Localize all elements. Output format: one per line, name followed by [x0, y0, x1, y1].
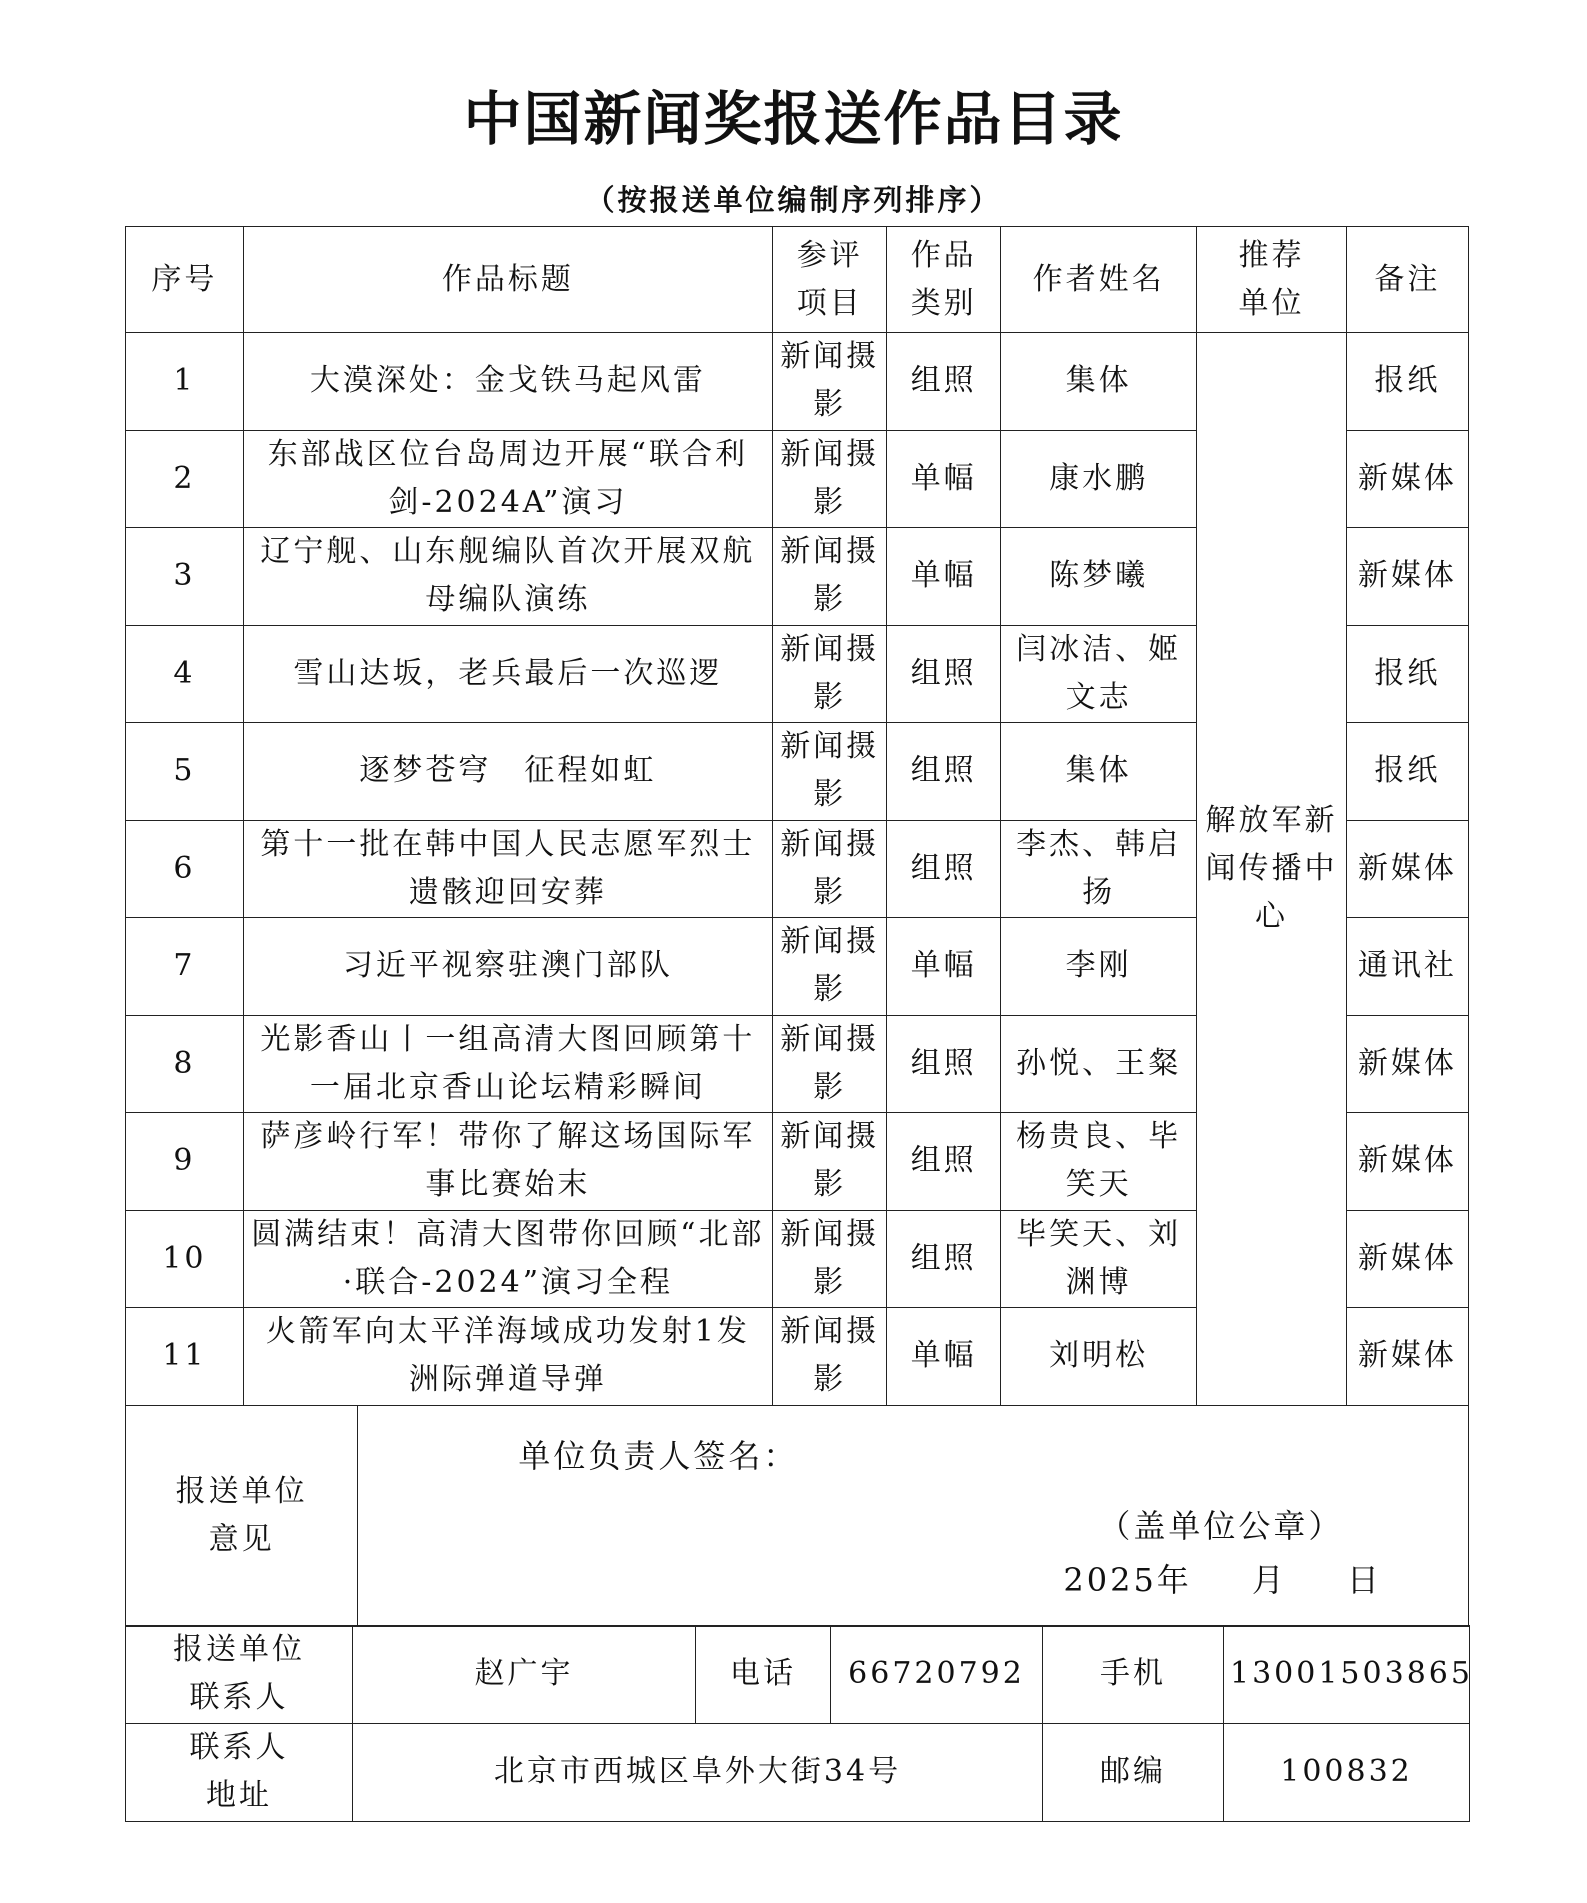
address-row [126, 1723, 1470, 1821]
row-author: 康水鹏 [1000, 430, 1196, 528]
header-note: 备注 [1346, 227, 1468, 333]
contact-person-label [126, 1625, 353, 1723]
row-item: 新闻摄影 [772, 723, 887, 821]
row-author: 陈梦曦 [1000, 528, 1196, 626]
row-serial: 8 [126, 1015, 244, 1113]
row-note: 新媒体 [1346, 820, 1468, 918]
contact-table [125, 1625, 1473, 1822]
date-year: 2025年 [1063, 1560, 1192, 1599]
table-row [126, 333, 1469, 431]
row-note: 新媒体 [1346, 1210, 1468, 1308]
row-note: 新媒体 [1346, 1308, 1468, 1406]
row-serial: 2 [126, 430, 244, 528]
row-item: 新闻摄影 [772, 1113, 887, 1211]
row-item: 新闻摄影 [772, 918, 887, 1016]
row-title: 习近平视察驻澳门部队 [243, 918, 772, 1016]
row-item: 新闻摄影 [772, 820, 887, 918]
row-title: 大漠深处：金戈铁马起风雷 [243, 333, 772, 431]
address-label-line2: 地址 [206, 1778, 272, 1814]
row-author: 闫冰洁、姬文志 [1000, 625, 1196, 723]
row-serial: 5 [126, 723, 244, 821]
row-author: 李杰、韩启扬 [1000, 820, 1196, 918]
mobile-label: 手机 [1043, 1625, 1224, 1723]
header-item-line1: 参评 [796, 237, 863, 273]
header-unit [1197, 227, 1346, 333]
row-type: 组照 [887, 1015, 1000, 1113]
row-author: 孙悦、王粲 [1000, 1015, 1196, 1113]
row-type: 组照 [887, 1210, 1000, 1308]
row-note: 报纸 [1346, 333, 1468, 431]
row-serial: 7 [126, 918, 244, 1016]
header-unit-line2: 单位 [1238, 285, 1305, 321]
row-author: 李刚 [1000, 918, 1196, 1016]
signature-label: 单位负责人签名： [518, 1436, 799, 1475]
row-note: 新媒体 [1346, 528, 1468, 626]
opinion-label-line1: 报送单位 [175, 1473, 308, 1509]
row-title: 逐梦苍穹 征程如虹 [243, 723, 772, 821]
date-day: 日 [1346, 1560, 1382, 1599]
row-type: 单幅 [887, 528, 1000, 626]
row-item: 新闻摄影 [772, 1308, 887, 1406]
header-item-line2: 项目 [796, 285, 863, 321]
row-note: 新媒体 [1346, 1113, 1468, 1211]
row-title: 东部战区位台岛周边开展“联合利剑-2024A”演习 [243, 430, 772, 528]
row-title: 圆满结束！高清大图带你回顾“北部·联合-2024”演习全程 [243, 1210, 772, 1308]
row-type: 组照 [887, 1113, 1000, 1211]
row-serial: 3 [126, 528, 244, 626]
header-item [772, 227, 887, 333]
row-item: 新闻摄影 [772, 528, 887, 626]
row-serial: 1 [126, 333, 244, 431]
row-author: 刘明松 [1000, 1308, 1196, 1406]
row-title: 萨彦岭行军！带你了解这场国际军事比赛始末 [243, 1113, 772, 1211]
opinion-label-line2: 意见 [208, 1521, 275, 1557]
document-title: 中国新闻奖报送作品目录 [463, 85, 1124, 153]
contact-person-row [126, 1625, 1470, 1723]
document-subtitle: （按报送单位编制序列排序） [585, 183, 1002, 217]
row-item: 新闻摄影 [772, 1210, 887, 1308]
row-note: 新媒体 [1346, 430, 1468, 528]
row-serial: 10 [126, 1210, 244, 1308]
contact-person-label-line1: 报送单位 [173, 1632, 305, 1668]
address-label [126, 1723, 353, 1821]
row-item: 新闻摄影 [772, 333, 887, 431]
date-line [1063, 1556, 1381, 1604]
row-serial: 11 [126, 1308, 244, 1406]
row-note: 报纸 [1346, 723, 1468, 821]
table-header-row [126, 227, 1469, 333]
row-title: 第十一批在韩中国人民志愿军烈士遗骸迎回安葬 [243, 820, 772, 918]
header-type-line2: 类别 [910, 285, 977, 321]
row-type: 单幅 [887, 918, 1000, 1016]
row-item: 新闻摄影 [772, 625, 887, 723]
contact-person-name: 赵广宇 [353, 1625, 696, 1723]
header-serial: 序号 [126, 227, 244, 333]
contact-person-label-line2: 联系人 [189, 1680, 289, 1716]
zip-code: 100832 [1224, 1723, 1470, 1821]
row-note: 报纸 [1346, 625, 1468, 723]
address-value: 北京市西城区阜外大街34号 [353, 1723, 1043, 1821]
row-author: 杨贵良、毕笑天 [1000, 1113, 1196, 1211]
row-type: 组照 [887, 820, 1000, 918]
row-type: 组照 [887, 625, 1000, 723]
row-author: 集体 [1000, 723, 1196, 821]
row-type: 组照 [887, 723, 1000, 821]
date-month: 月 [1251, 1560, 1287, 1599]
address-label-line1: 联系人 [189, 1730, 289, 1766]
phone-label: 电话 [696, 1625, 831, 1723]
row-recommending-unit: 解放军新闻传播中心 [1197, 333, 1346, 1406]
works-table [125, 226, 1469, 1627]
opinion-label [126, 1405, 358, 1626]
opinion-cell [358, 1405, 1469, 1626]
phone-number: 66720792 [831, 1625, 1043, 1723]
opinion-row [126, 1405, 1469, 1626]
header-author: 作者姓名 [1000, 227, 1196, 333]
header-type [887, 227, 1000, 333]
row-title: 辽宁舰、山东舰编队首次开展双航母编队演练 [243, 528, 772, 626]
row-author: 集体 [1000, 333, 1196, 431]
header-title: 作品标题 [243, 227, 772, 333]
row-type: 组照 [887, 333, 1000, 431]
row-type: 单幅 [887, 430, 1000, 528]
row-note: 新媒体 [1346, 1015, 1468, 1113]
row-serial: 4 [126, 625, 244, 723]
zip-label: 邮编 [1043, 1723, 1224, 1821]
row-title: 光影香山丨一组高清大图回顾第十一届北京香山论坛精彩瞬间 [243, 1015, 772, 1113]
row-note: 通讯社 [1346, 918, 1468, 1016]
row-title: 火箭军向太平洋海域成功发射1发洲际弹道导弹 [243, 1308, 772, 1406]
row-serial: 6 [126, 820, 244, 918]
row-author: 毕笑天、刘渊博 [1000, 1210, 1196, 1308]
header-type-line1: 作品 [910, 237, 977, 273]
seal-label: （盖单位公章） [1098, 1506, 1344, 1545]
row-item: 新闻摄影 [772, 1015, 887, 1113]
row-item: 新闻摄影 [772, 430, 887, 528]
header-unit-line1: 推荐 [1238, 237, 1305, 273]
row-type: 单幅 [887, 1308, 1000, 1406]
row-serial: 9 [126, 1113, 244, 1211]
mobile-number: 13001503865 [1224, 1625, 1470, 1723]
row-title: 雪山达坂，老兵最后一次巡逻 [243, 625, 772, 723]
